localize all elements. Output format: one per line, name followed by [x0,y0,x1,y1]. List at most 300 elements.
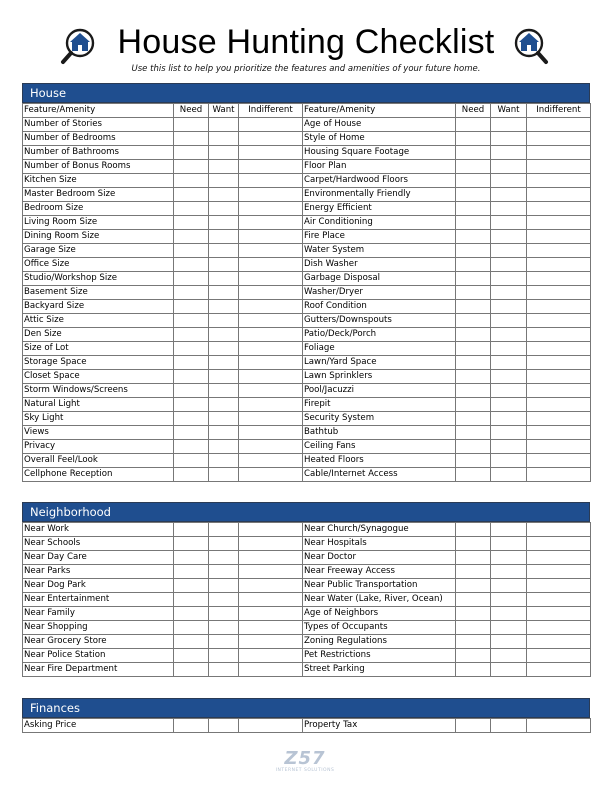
indifferent-checkbox-cell[interactable] [239,188,303,202]
feature-label: Master Bedroom Size [23,188,174,202]
table-header-row [23,104,591,118]
need-checkbox-cell[interactable] [456,384,491,398]
feature-label: Storm Windows/Screens [23,384,174,398]
want-checkbox-cell[interactable] [209,635,239,649]
indifferent-checkbox-cell[interactable] [239,132,303,146]
feature-label: Foliage [303,342,456,356]
want-checkbox-cell[interactable] [491,160,527,174]
want-checkbox-cell[interactable] [491,230,527,244]
need-checkbox-cell[interactable] [456,286,491,300]
indifferent-checkbox-cell[interactable] [527,244,591,258]
feature-label: Dish Washer [303,258,456,272]
feature-label: Storage Space [23,356,174,370]
want-checkbox-cell[interactable] [209,258,239,272]
table-row [23,230,591,244]
feature-label: Age of House [303,118,456,132]
need-checkbox-cell[interactable] [174,398,209,412]
need-checkbox-cell[interactable] [174,426,209,440]
want-checkbox-cell[interactable] [209,551,239,565]
feature-label: Near Day Care [23,551,174,565]
indifferent-checkbox-cell[interactable] [239,300,303,314]
table-row [23,286,591,300]
indifferent-checkbox-cell[interactable] [527,551,591,565]
feature-label: Sky Light [23,412,174,426]
feature-label: Cable/Internet Access [303,468,456,482]
want-checkbox-cell[interactable] [491,523,527,537]
feature-label: Den Size [23,328,174,342]
need-checkbox-cell[interactable] [456,621,491,635]
indifferent-checkbox-cell[interactable] [527,579,591,593]
indifferent-checkbox-cell[interactable] [527,663,591,677]
want-checkbox-cell[interactable] [209,160,239,174]
need-checkbox-cell[interactable] [456,188,491,202]
need-checkbox-cell[interactable] [174,258,209,272]
need-checkbox-cell[interactable] [174,621,209,635]
want-checkbox-cell[interactable] [491,244,527,258]
logo-subtext: INTERNET SOLUTIONS [275,768,335,773]
need-checkbox-cell[interactable] [456,607,491,621]
column-header-need: Need [174,104,209,118]
need-checkbox-cell[interactable] [456,314,491,328]
need-checkbox-cell[interactable] [456,649,491,663]
want-checkbox-cell[interactable] [491,202,527,216]
need-checkbox-cell[interactable] [456,132,491,146]
need-checkbox-cell[interactable] [456,468,491,482]
need-checkbox-cell[interactable] [456,565,491,579]
indifferent-checkbox-cell[interactable] [239,621,303,635]
want-checkbox-cell[interactable] [491,412,527,426]
need-checkbox-cell[interactable] [174,328,209,342]
need-checkbox-cell[interactable] [174,719,209,733]
section-title: Finances [22,698,590,718]
feature-label: Zoning Regulations [303,635,456,649]
want-checkbox-cell[interactable] [491,593,527,607]
indifferent-checkbox-cell[interactable] [239,537,303,551]
indifferent-checkbox-cell[interactable] [239,370,303,384]
want-checkbox-cell[interactable] [491,454,527,468]
feature-label: Near Water (Lake, River, Ocean) [303,593,456,607]
indifferent-checkbox-cell[interactable] [527,398,591,412]
want-checkbox-cell[interactable] [209,272,239,286]
need-checkbox-cell[interactable] [456,272,491,286]
need-checkbox-cell[interactable] [174,342,209,356]
need-checkbox-cell[interactable] [456,579,491,593]
section-neighborhood [22,502,590,677]
indifferent-checkbox-cell[interactable] [527,230,591,244]
table-row [23,635,591,649]
need-checkbox-cell[interactable] [456,118,491,132]
want-checkbox-cell[interactable] [491,118,527,132]
feature-label: Carpet/Hardwood Floors [303,174,456,188]
need-checkbox-cell[interactable] [174,146,209,160]
want-checkbox-cell[interactable] [209,523,239,537]
want-checkbox-cell[interactable] [209,579,239,593]
want-checkbox-cell[interactable] [491,132,527,146]
table-row [23,551,591,565]
indifferent-checkbox-cell[interactable] [527,635,591,649]
feature-label: Energy Efficient [303,202,456,216]
want-checkbox-cell[interactable] [209,342,239,356]
indifferent-checkbox-cell[interactable] [527,132,591,146]
indifferent-checkbox-cell[interactable] [527,468,591,482]
indifferent-checkbox-cell[interactable] [239,146,303,160]
indifferent-checkbox-cell[interactable] [527,593,591,607]
want-checkbox-cell[interactable] [491,342,527,356]
column-header-indifferent: Indifferent [239,104,303,118]
need-checkbox-cell[interactable] [174,607,209,621]
indifferent-checkbox-cell[interactable] [527,356,591,370]
indifferent-checkbox-cell[interactable] [527,537,591,551]
feature-label: Number of Bathrooms [23,146,174,160]
need-checkbox-cell[interactable] [456,342,491,356]
want-checkbox-cell[interactable] [491,551,527,565]
column-header-want: Want [491,104,527,118]
want-checkbox-cell[interactable] [209,230,239,244]
indifferent-checkbox-cell[interactable] [239,118,303,132]
want-checkbox-cell[interactable] [491,384,527,398]
indifferent-checkbox-cell[interactable] [527,146,591,160]
indifferent-checkbox-cell[interactable] [527,188,591,202]
need-checkbox-cell[interactable] [174,384,209,398]
want-checkbox-cell[interactable] [491,174,527,188]
want-checkbox-cell[interactable] [209,188,239,202]
table-row [23,356,591,370]
indifferent-checkbox-cell[interactable] [239,356,303,370]
indifferent-checkbox-cell[interactable] [239,286,303,300]
indifferent-checkbox-cell[interactable] [527,719,591,733]
need-checkbox-cell[interactable] [456,593,491,607]
want-checkbox-cell[interactable] [491,468,527,482]
want-checkbox-cell[interactable] [491,272,527,286]
feature-label: Bedroom Size [23,202,174,216]
feature-label: Pet Restrictions [303,649,456,663]
need-checkbox-cell[interactable] [456,146,491,160]
need-checkbox-cell[interactable] [174,565,209,579]
feature-label: Pool/Jacuzzi [303,384,456,398]
indifferent-checkbox-cell[interactable] [239,635,303,649]
want-checkbox-cell[interactable] [209,454,239,468]
want-checkbox-cell[interactable] [491,370,527,384]
indifferent-checkbox-cell[interactable] [527,300,591,314]
indifferent-checkbox-cell[interactable] [527,216,591,230]
feature-label: Backyard Size [23,300,174,314]
want-checkbox-cell[interactable] [209,607,239,621]
feature-label: Near Freeway Access [303,565,456,579]
want-checkbox-cell[interactable] [491,621,527,635]
page-header [0,22,612,78]
need-checkbox-cell[interactable] [174,370,209,384]
indifferent-checkbox-cell[interactable] [527,258,591,272]
need-checkbox-cell[interactable] [456,635,491,649]
indifferent-checkbox-cell[interactable] [527,174,591,188]
indifferent-checkbox-cell[interactable] [527,649,591,663]
need-checkbox-cell[interactable] [174,272,209,286]
indifferent-checkbox-cell[interactable] [239,440,303,454]
need-checkbox-cell[interactable] [174,160,209,174]
want-checkbox-cell[interactable] [209,621,239,635]
need-checkbox-cell[interactable] [456,328,491,342]
house-magnifier-icon [60,26,100,66]
want-checkbox-cell[interactable] [209,468,239,482]
want-checkbox-cell[interactable] [209,593,239,607]
need-checkbox-cell[interactable] [456,398,491,412]
want-checkbox-cell[interactable] [209,216,239,230]
need-checkbox-cell[interactable] [174,412,209,426]
need-checkbox-cell[interactable] [456,258,491,272]
feature-label: Water System [303,244,456,258]
table-row [23,174,591,188]
want-checkbox-cell[interactable] [491,440,527,454]
feature-label: Closet Space [23,370,174,384]
table-row [23,188,591,202]
want-checkbox-cell[interactable] [209,398,239,412]
indifferent-checkbox-cell[interactable] [239,523,303,537]
indifferent-checkbox-cell[interactable] [527,440,591,454]
need-checkbox-cell[interactable] [174,440,209,454]
need-checkbox-cell[interactable] [174,244,209,258]
feature-label: Near Fire Department [23,663,174,677]
need-checkbox-cell[interactable] [174,579,209,593]
need-checkbox-cell[interactable] [174,649,209,663]
want-checkbox-cell[interactable] [491,635,527,649]
need-checkbox-cell[interactable] [174,300,209,314]
want-checkbox-cell[interactable] [209,118,239,132]
indifferent-checkbox-cell[interactable] [239,565,303,579]
need-checkbox-cell[interactable] [174,188,209,202]
table-row [23,621,591,635]
table-row [23,342,591,356]
indifferent-checkbox-cell[interactable] [527,523,591,537]
indifferent-checkbox-cell[interactable] [527,621,591,635]
indifferent-checkbox-cell[interactable] [527,370,591,384]
want-checkbox-cell[interactable] [209,244,239,258]
feature-label: Near Doctor [303,551,456,565]
want-checkbox-cell[interactable] [491,649,527,663]
want-checkbox-cell[interactable] [209,412,239,426]
feature-label: Studio/Workshop Size [23,272,174,286]
feature-label: Overall Feel/Look [23,454,174,468]
want-checkbox-cell[interactable] [209,370,239,384]
want-checkbox-cell[interactable] [491,565,527,579]
want-checkbox-cell[interactable] [209,356,239,370]
want-checkbox-cell[interactable] [491,663,527,677]
indifferent-checkbox-cell[interactable] [239,202,303,216]
page-title: House Hunting Checklist [117,23,495,61]
feature-label: Air Conditioning [303,216,456,230]
want-checkbox-cell[interactable] [209,286,239,300]
indifferent-checkbox-cell[interactable] [239,593,303,607]
need-checkbox-cell[interactable] [456,719,491,733]
table-row [23,649,591,663]
want-checkbox-cell[interactable] [491,300,527,314]
indifferent-checkbox-cell[interactable] [527,202,591,216]
need-checkbox-cell[interactable] [456,174,491,188]
feature-label: Views [23,426,174,440]
need-checkbox-cell[interactable] [456,523,491,537]
feature-label: Near Public Transportation [303,579,456,593]
want-checkbox-cell[interactable] [209,202,239,216]
indifferent-checkbox-cell[interactable] [527,565,591,579]
feature-label: Asking Price [23,719,174,733]
want-checkbox-cell[interactable] [491,356,527,370]
indifferent-checkbox-cell[interactable] [527,160,591,174]
need-checkbox-cell[interactable] [174,593,209,607]
table-row [23,384,591,398]
indifferent-checkbox-cell[interactable] [239,160,303,174]
want-checkbox-cell[interactable] [491,146,527,160]
want-checkbox-cell[interactable] [209,719,239,733]
indifferent-checkbox-cell[interactable] [239,174,303,188]
want-checkbox-cell[interactable] [491,579,527,593]
indifferent-checkbox-cell[interactable] [239,398,303,412]
indifferent-checkbox-cell[interactable] [239,230,303,244]
need-checkbox-cell[interactable] [456,440,491,454]
indifferent-checkbox-cell[interactable] [239,649,303,663]
table-row [23,300,591,314]
feature-label: Near Hospitals [303,537,456,551]
need-checkbox-cell[interactable] [174,635,209,649]
indifferent-checkbox-cell[interactable] [239,384,303,398]
want-checkbox-cell[interactable] [491,286,527,300]
want-checkbox-cell[interactable] [491,328,527,342]
table-row [23,440,591,454]
want-checkbox-cell[interactable] [209,426,239,440]
feature-label: Street Parking [303,663,456,677]
feature-label: Near Grocery Store [23,635,174,649]
indifferent-checkbox-cell[interactable] [239,342,303,356]
need-checkbox-cell[interactable] [456,230,491,244]
table-row [23,160,591,174]
feature-label: Near Parks [23,565,174,579]
indifferent-checkbox-cell[interactable] [239,258,303,272]
indifferent-checkbox-cell[interactable] [239,551,303,565]
need-checkbox-cell[interactable] [456,244,491,258]
need-checkbox-cell[interactable] [456,537,491,551]
need-checkbox-cell[interactable] [174,286,209,300]
need-checkbox-cell[interactable] [456,370,491,384]
indifferent-checkbox-cell[interactable] [239,468,303,482]
need-checkbox-cell[interactable] [174,663,209,677]
indifferent-checkbox-cell[interactable] [527,426,591,440]
want-checkbox-cell[interactable] [209,174,239,188]
indifferent-checkbox-cell[interactable] [527,328,591,342]
want-checkbox-cell[interactable] [491,188,527,202]
page-subtitle: Use this list to help you prioritize the features and amenities of your future home. [131,64,481,74]
need-checkbox-cell[interactable] [174,174,209,188]
indifferent-checkbox-cell[interactable] [239,607,303,621]
want-checkbox-cell[interactable] [491,216,527,230]
want-checkbox-cell[interactable] [209,440,239,454]
need-checkbox-cell[interactable] [456,454,491,468]
indifferent-checkbox-cell[interactable] [239,314,303,328]
indifferent-checkbox-cell[interactable] [239,579,303,593]
indifferent-checkbox-cell[interactable] [527,272,591,286]
want-checkbox-cell[interactable] [491,537,527,551]
indifferent-checkbox-cell[interactable] [239,454,303,468]
need-checkbox-cell[interactable] [456,300,491,314]
feature-label: Lawn Sprinklers [303,370,456,384]
indifferent-checkbox-cell[interactable] [239,719,303,733]
want-checkbox-cell[interactable] [491,314,527,328]
want-checkbox-cell[interactable] [209,314,239,328]
indifferent-checkbox-cell[interactable] [527,412,591,426]
indifferent-checkbox-cell[interactable] [239,412,303,426]
need-checkbox-cell[interactable] [456,426,491,440]
indifferent-checkbox-cell[interactable] [527,607,591,621]
indifferent-checkbox-cell[interactable] [239,663,303,677]
table-row [23,468,591,482]
table-row [23,426,591,440]
indifferent-checkbox-cell[interactable] [239,216,303,230]
indifferent-checkbox-cell[interactable] [239,426,303,440]
need-checkbox-cell[interactable] [174,537,209,551]
need-checkbox-cell[interactable] [456,160,491,174]
table-row [23,579,591,593]
table-row [23,118,591,132]
checklist-table [22,522,591,677]
want-checkbox-cell[interactable] [209,663,239,677]
indifferent-checkbox-cell[interactable] [527,384,591,398]
need-checkbox-cell[interactable] [174,551,209,565]
need-checkbox-cell[interactable] [456,216,491,230]
indifferent-checkbox-cell[interactable] [527,286,591,300]
want-checkbox-cell[interactable] [209,146,239,160]
need-checkbox-cell[interactable] [174,118,209,132]
need-checkbox-cell[interactable] [174,314,209,328]
want-checkbox-cell[interactable] [209,649,239,663]
want-checkbox-cell[interactable] [209,300,239,314]
want-checkbox-cell[interactable] [209,537,239,551]
indifferent-checkbox-cell[interactable] [527,314,591,328]
indifferent-checkbox-cell[interactable] [527,342,591,356]
table-row [23,565,591,579]
need-checkbox-cell[interactable] [456,663,491,677]
need-checkbox-cell[interactable] [174,523,209,537]
want-checkbox-cell[interactable] [491,398,527,412]
need-checkbox-cell[interactable] [456,356,491,370]
want-checkbox-cell[interactable] [491,426,527,440]
feature-label: Style of Home [303,132,456,146]
indifferent-checkbox-cell[interactable] [239,272,303,286]
want-checkbox-cell[interactable] [209,328,239,342]
want-checkbox-cell[interactable] [491,258,527,272]
indifferent-checkbox-cell[interactable] [527,118,591,132]
want-checkbox-cell[interactable] [209,132,239,146]
table-row [23,328,591,342]
need-checkbox-cell[interactable] [174,454,209,468]
section-title: Neighborhood [22,502,590,522]
indifferent-checkbox-cell[interactable] [239,328,303,342]
want-checkbox-cell[interactable] [209,384,239,398]
need-checkbox-cell[interactable] [174,356,209,370]
want-checkbox-cell[interactable] [491,607,527,621]
need-checkbox-cell[interactable] [456,412,491,426]
indifferent-checkbox-cell[interactable] [239,244,303,258]
need-checkbox-cell[interactable] [456,551,491,565]
table-row [23,244,591,258]
need-checkbox-cell[interactable] [174,202,209,216]
need-checkbox-cell[interactable] [174,230,209,244]
need-checkbox-cell[interactable] [456,202,491,216]
want-checkbox-cell[interactable] [209,565,239,579]
need-checkbox-cell[interactable] [174,132,209,146]
indifferent-checkbox-cell[interactable] [527,454,591,468]
feature-label: Lawn/Yard Space [303,356,456,370]
want-checkbox-cell[interactable] [491,719,527,733]
need-checkbox-cell[interactable] [174,216,209,230]
column-header-feature: Feature/Amenity [303,104,456,118]
need-checkbox-cell[interactable] [174,468,209,482]
